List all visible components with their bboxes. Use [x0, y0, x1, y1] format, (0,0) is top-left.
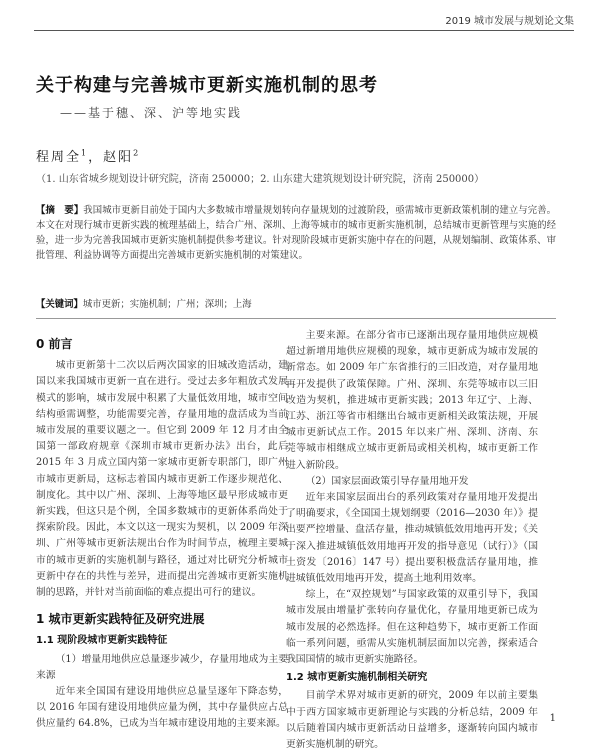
journal-name: 2019 城市发展与规划论文集: [445, 16, 574, 27]
heading-section-1-2: 1.2 城市更新实施机制相关研究: [286, 672, 428, 684]
abstract-label: 【摘 要】: [36, 205, 84, 216]
keywords-text: 城市更新；实施机制；广州；深圳；上海: [82, 299, 252, 310]
paper-subtitle: ——基于穗、深、沪等地实践: [60, 106, 243, 120]
author-1: 程周全: [36, 150, 82, 165]
paragraph: 主要来源。在部分省市已逐渐出现存量用地供应规模超过新增用地供应规模的现象，城市更新成为城市发展的新常态。如 2009 年广东省推行的三旧改造，对存量用地再开发提供了政策保障。广州、深圳、东莞等城市以三旧改造为契机，推进城市更新实践；2013 年辽宁、上海、江苏、浙江等省市相继出台城市更新相关政策法规，开展城市更新试点工作。2015 年以来广州、深圳、济南、东莞等城市相继成立城市更新局或相关机构，城市更新工作进入新阶段。: [286, 330, 538, 471]
author-2: 赵阳: [103, 150, 134, 165]
heading-section-1-1: 1.1 现阶段城市更新实践特征: [36, 635, 168, 647]
heading-point-2: （2）国家层面政策引导存量用地开发: [305, 475, 469, 487]
left-column: [36, 328, 288, 733]
paragraph: 目前学术界对城市更新的研究，2009 年以前主要集中于西方国家城市更新理论与实践的分析总结，2009 年以后随着国内城市更新活动日益增多，逐渐转向国内城市更新实施机制的研究。: [286, 690, 538, 751]
paragraph: 城市更新第十二次以后两次国家的旧城改造活动，建国以来我国城市更新一直在进行。受过去多年粗放式发展模式的影响，城市发展中积累了大量低效用地，城市空间结构亟需调整，功能需要完善，存量用地的盘活成为当前城市发展的重要议题之一。但它到 2009 年 12 月才由全国第一部政府规章《深圳市城市更新办法》出台，此后 2015 年 3 月成立国内第一家城市更新专职部门，即广州市城市更新局，这标志着国内城市更新工作逐步规范化、制度化。其中以广州、深圳、上海等地区最早形成城市更新实践，但这只是个例，全国多数城市的更新体系尚处于探索阶段。因此，本文以这一现实为契机，以 2009 年深圳、广州等城市更新法规出台作为时间节点，梳理主要城市的城市更新的实施机制与路径，通过对比研究分析城市更新中存在的共性与差异，进而提出完善城市更新实施机制的思路，并针对当前面临的难点提出可行的建议。: [36, 360, 288, 599]
abstract-text: 我国城市更新目前处于国内大多数城市增量规划转向存量规划的过渡阶段，亟需城市更新政策机制的建立与完善。本文在对现行城市更新实践的梳理基础上，结合广州、深圳、上海等城市的城市更新实施机制，总结城市更新管理与实施的经验，进一步为完善我国城市更新实施机制提供参考建议。针对现阶段城市更新实施中存在的问题，从规划编制、政策体系、审批管理、利益协调等方面提出完善城市更新实施机制的对策建议。: [36, 205, 556, 261]
affiliation: （1. 山东省城乡规划设计研究院，济南 250000；2. 山东建大建筑规划设计研究院，济南 250000）: [36, 174, 485, 185]
page-number: 1: [549, 713, 556, 724]
paragraph: 近年来国家层面出台的系列政策对存量用地开发提出了明确要求，《全国国土规划纲要（2016—2030 年）》提出要严控增量、盘活存量，推动城镇低效用地再开发；《关于深入推进城镇低效用地再开发的指导意见（试行）》（国土资发〔2016〕147 号）提出要积极盘活存量用地，推进城镇低效用地再开发，提高土地利用效率。: [286, 492, 538, 585]
heading-point-1: （1）增量用地供应总量逐步减少，存量用地成为主要来源: [36, 653, 288, 681]
heading-section-1: 1 城市更新实践特征及研究进展: [36, 612, 205, 627]
author-line: [36, 146, 140, 165]
section-divider: [36, 318, 556, 319]
author-separator: ，: [88, 150, 104, 165]
right-column: [286, 328, 538, 753]
abstract: [36, 203, 556, 263]
paragraph: 综上，在“双控规划”与国家政策的双重引导下，我国城市发展由增量扩张转向存量优化，存量用地更新已成为城市发展的必然选择。但在这种趋势下，城市更新工作面临一系列问题，亟需从实施机制层面加以完善，探索适合我国国情的城市更新实施路径。: [286, 589, 538, 666]
keywords: [36, 298, 556, 312]
paragraph: 近年来全国国有建设用地供应总量呈逐年下降态势，以 2016 年国有建设用地供应量为例，其中存量供应占总供应量约 64.8%，已成为当年城市建设用地的主要来源。: [36, 686, 288, 730]
keywords-label: 【关键词】: [36, 299, 83, 310]
paper-title: 关于构建与完善城市更新实施机制的思考: [36, 75, 378, 96]
page-header: [34, 10, 574, 31]
author-1-affil-mark: 1: [81, 148, 89, 158]
heading-introduction: 0 前言: [36, 337, 73, 351]
author-2-affil-mark: 2: [133, 148, 141, 158]
